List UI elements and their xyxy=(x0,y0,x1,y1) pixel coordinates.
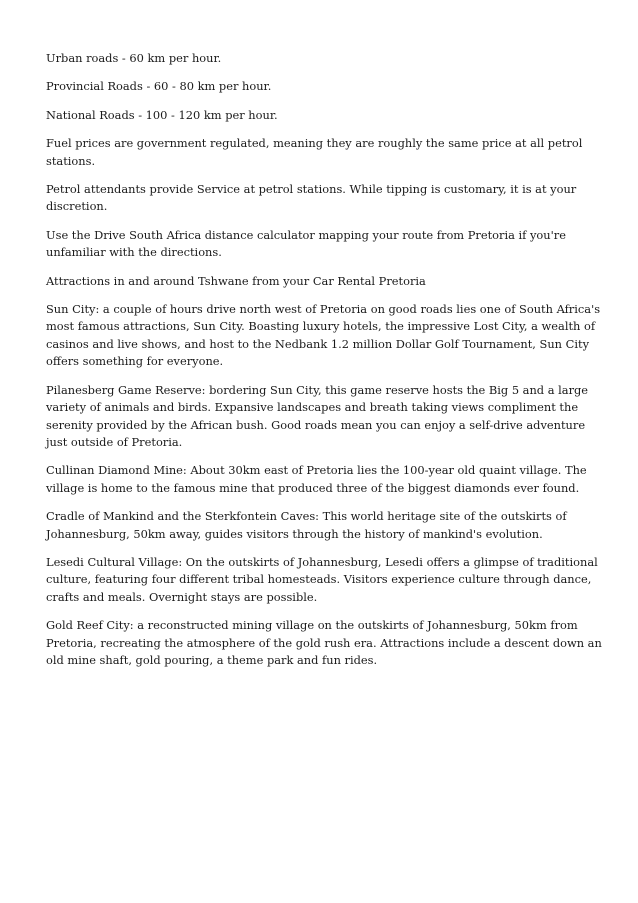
petrol-attendants-paragraph: Petrol attendants provide Service at petrol stations. While tipping is customary, it is at your discretion. xyxy=(46,182,577,214)
distance-calculator-paragraph: Use the Drive South Africa distance calculator mapping your route from Pretoria if you're unfamiliar with the directions. xyxy=(46,227,566,260)
speed-limit-national: National Roads - 100 - 120 km per hour. xyxy=(46,107,278,122)
document-page xyxy=(46,50,602,680)
attractions-heading: Attractions in and around Tshwane from your Car Rental Pretoria xyxy=(46,273,426,288)
pilanesberg-paragraph: Pilanesberg Game Reserve: bordering Sun City, this game reserve hosts the Big 5 and a large variety of animals and birds. Expansive landscapes and breath taking views compliment the serenity provided by the African bush. Good roads mean you can enjoy a self-drive adventure just outside of Pretoria. xyxy=(46,382,589,449)
speed-limit-urban: Urban roads - 60 km per hour. xyxy=(46,51,222,65)
sun-city-paragraph: Sun City: a couple of hours drive north west of Pretoria on good roads lies one of South Africa's most famous attractions, Sun City. Boasting luxury hotels, the impressive Lost City, a wealth of casinos and live shows, and host to the Nedbank 1.2 million Dollar Golf Tournament, Sun City offers something for everyone. xyxy=(46,302,601,369)
gold-reef-city-paragraph: Gold Reef City: a reconstructed mining village on the outskirts of Johannesburg, 50km from Pretoria, recreating the atmosphere of the gold rush era. Attractions include a descent down an old mine shaft, gold pouring, a theme park and fun rides. xyxy=(46,618,602,667)
cradle-of-mankind-paragraph: Cradle of Mankind and the Sterkfontein Caves: This world heritage site of the outskirts of Johannesburg, 50km away, guides visitors through the history of mankind's evolution. xyxy=(46,509,567,541)
lesedi-paragraph: Lesedi Cultural Village: On the outskirts of Johannesburg, Lesedi offers a glimpse of traditional culture, featuring four different tribal homesteads. Visitors experience culture through dance, crafts and meals. Overnight stays are possible. xyxy=(46,554,598,604)
speed-limit-provincial: Provincial Roads - 60 - 80 km per hour. xyxy=(46,79,272,94)
fuel-prices-paragraph: Fuel prices are government regulated, meaning they are roughly the same price at all petrol stations. xyxy=(46,136,583,168)
cullinan-paragraph: Cullinan Diamond Mine: About 30km east of Pretoria lies the 100-year old quaint village. The village is home to the famous mine that produced three of the biggest diamonds ever found. xyxy=(46,463,587,495)
